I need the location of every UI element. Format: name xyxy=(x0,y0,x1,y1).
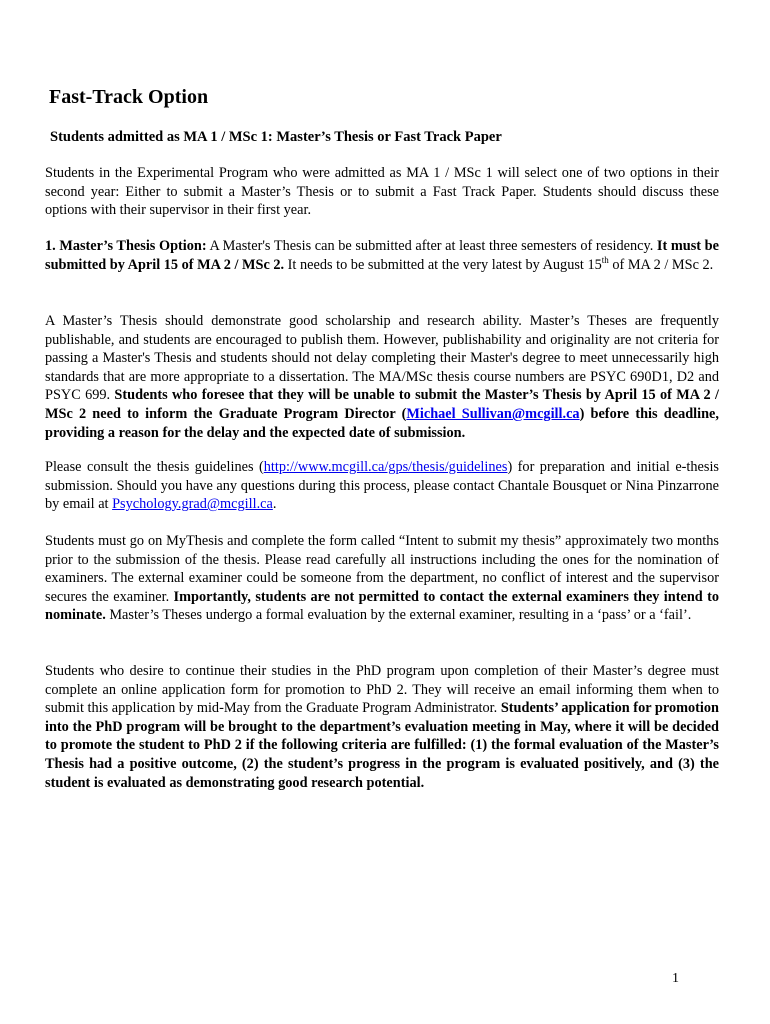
examiner-warning-text: Importantly, students are not permitted to contact the external examiners they intend to nominate. xyxy=(45,588,719,624)
director-email-link[interactable]: Michael Sullivan@mcgill.ca xyxy=(406,405,580,422)
scholarship-text: A Master’s Thesis should demonstrate good scholarship and research ability. Master’s Theses are frequently publishable, and students are encouraged to publish them. However, publishability and originality are not criteria for passing a Master's Thesis and students should not delay completing their Master's degree to meet unnecessarily high standards that are more appropriate to a dissertation. The MA/MSc thesis course numbers are PSYC 690D1, D2 and PSYC 699. xyxy=(45,313,719,404)
thesis-option-paragraph xyxy=(45,237,719,274)
date-superscript: th xyxy=(601,254,609,265)
deadline-text: It must be submitted by April 15 of MA 2 / MSc 2. xyxy=(45,238,719,273)
guidelines-paragraph xyxy=(45,458,719,514)
period-text: . xyxy=(272,496,277,513)
residency-text: A Master's Thesis can be submitted after at least three semesters of residency. xyxy=(206,238,657,254)
delay-notice-text: Students who foresee that they will be unable to submit the Master’s Thesis by April 15 of MA 2 / MSc 2 need to inform the Graduate Program Director ( xyxy=(45,387,719,422)
thesis-option-heading: 1. Master’s Thesis Option: xyxy=(45,238,207,254)
page-number: 1 xyxy=(672,971,679,986)
contact-text: ) for preparation and initial e-thesis submission. Should you have any questions during this process, please contact Chantale Bousquet or Nina Pinzarrone by email at xyxy=(45,459,719,513)
thesis-requirements-paragraph xyxy=(45,312,719,442)
evaluation-text: Master’s Theses undergo a formal evaluation by the external examiner, resulting in a ‘pass’ or a ‘fail’. xyxy=(105,607,692,624)
delay-notice-tail: ) before this deadline, providing a reason for the delay and the expected date of submission. xyxy=(45,405,719,441)
phd-application-text: Students who desire to continue their studies in the PhD program upon completion of their Master’s degree must complete an online application form for promotion to PhD 2. They will receive an email informing them when to submit this application by mid-May from the Graduate Program Administrator. xyxy=(45,663,719,717)
promotion-criteria-text: Students’ application for promotion into the PhD program will be brought to the department’s evaluation meeting in May, where it will be decided to promote the student to PhD 2 if the following criteria are fulfilled: (1) the formal evaluation of the Master’s Thesis had a positive outcome, (2) the student’s progress in the program is evaluated positively, and (3) the student is evaluated as demonstrating good research potential. xyxy=(45,700,719,791)
mythesis-paragraph xyxy=(45,532,719,625)
guidelines-link[interactable]: http://www.mcgill.ca/gps/thesis/guidelines xyxy=(263,459,508,475)
mythesis-text: Students must go on MyThesis and complete the form called “Intent to submit my thesis” approximately two months prior to the submission of the thesis. Please read carefully all instructions including the ones for the nomination of examiners. The external examiner could be someone from the department, no conflict of interest and the supervisor secures the examiner. xyxy=(45,533,719,605)
page-title: Fast-Track Option xyxy=(49,86,209,108)
latest-date-tail: of MA 2 / MSc 2. xyxy=(608,256,714,273)
guidelines-text: Please consult the thesis guidelines ( xyxy=(45,459,264,475)
intro-paragraph: Students in the Experimental Program who were admitted as MA 1 / MSc 1 will select one of two options in their second year: Either to submit a Master’s Thesis or to submit a Fast Track Paper. Students should discuss these options with their supervisor in their first year. xyxy=(45,165,719,219)
phd-promotion-paragraph xyxy=(45,662,719,792)
psychology-email-link[interactable]: Psychology.grad@mcgill.ca xyxy=(112,496,273,513)
section-subtitle: Students admitted as MA 1 / MSc 1: Master’s Thesis or Fast Track Paper xyxy=(50,129,502,145)
latest-date-text: It needs to be submitted at the very latest by August 15 xyxy=(284,256,602,273)
